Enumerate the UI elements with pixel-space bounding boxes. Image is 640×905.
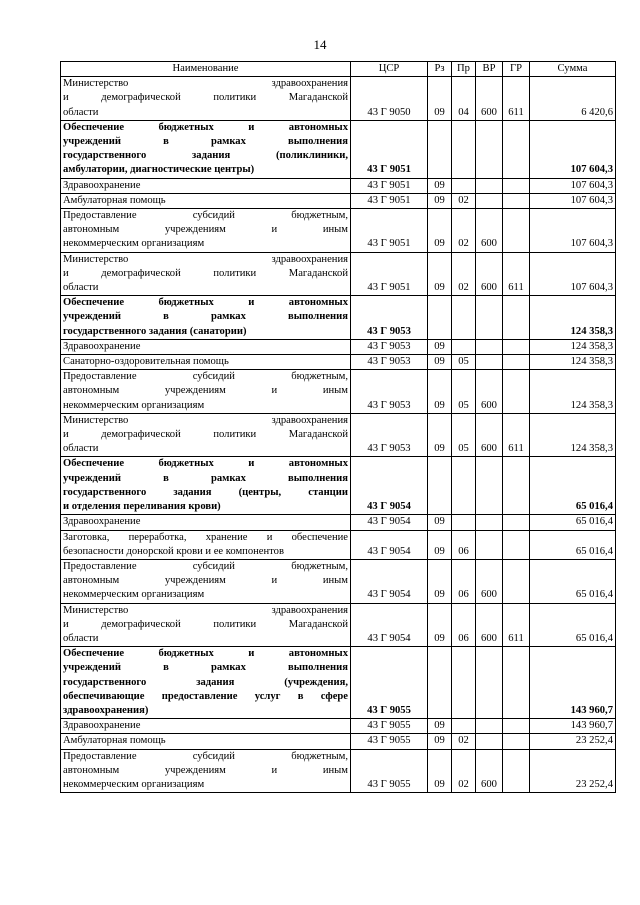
- row-rz-cell: 09: [428, 559, 452, 603]
- row-pr-cell: 02: [452, 193, 476, 208]
- column-header-vr: ВР: [476, 62, 503, 77]
- row-sum-cell: 65 016,4: [530, 515, 616, 530]
- row-rz-cell: 09: [428, 603, 452, 647]
- row-csr-cell: 43 Г 9055: [351, 647, 428, 719]
- row-name-line: некоммерческим организациям: [63, 589, 205, 601]
- row-name-cell: [61, 296, 351, 340]
- row-name-cell: [61, 193, 351, 208]
- row-csr-cell: 43 Г 9053: [351, 339, 428, 354]
- table-row: [61, 120, 616, 178]
- row-rz-cell: 09: [428, 355, 452, 370]
- row-sum-cell: 65 016,4: [530, 457, 616, 515]
- row-pr-cell: 02: [452, 734, 476, 749]
- row-name-line: Амбулаторная помощь: [63, 735, 166, 747]
- row-name-line: автономным учреждениям и иным: [63, 764, 348, 776]
- row-gr-cell: [503, 559, 530, 603]
- budget-table: [60, 61, 616, 793]
- row-pr-cell: 05: [452, 355, 476, 370]
- row-rz-cell: 09: [428, 193, 452, 208]
- row-pr-cell: [452, 296, 476, 340]
- row-name-cell: [61, 647, 351, 719]
- row-name-cell: [61, 370, 351, 414]
- row-name-line: области: [63, 106, 99, 118]
- row-rz-cell: [428, 647, 452, 719]
- row-pr-cell: [452, 647, 476, 719]
- table-row: [61, 296, 616, 340]
- row-sum-cell: 107 604,3: [530, 193, 616, 208]
- row-gr-cell: [503, 193, 530, 208]
- row-name-cell: [61, 603, 351, 647]
- table-row: [61, 734, 616, 749]
- row-csr-cell: 43 Г 9054: [351, 457, 428, 515]
- row-name-cell: [61, 77, 351, 121]
- row-name-line: некоммерческим организациям: [63, 238, 205, 250]
- row-name-line: Министерство здравоохранения: [63, 414, 348, 426]
- row-name-line: Предоставление субсидий бюджетным,: [63, 371, 348, 383]
- row-name-line: амбулатории, диагностические центры): [63, 164, 255, 176]
- row-sum-cell: 124 358,3: [530, 339, 616, 354]
- row-name-line: Обеспечение бюджетных и автономных: [63, 648, 348, 660]
- table-header-row: [61, 62, 616, 77]
- table-row: [61, 193, 616, 208]
- row-rz-cell: 09: [428, 178, 452, 193]
- row-name-line: Здравоохранение: [63, 340, 141, 352]
- row-name-line: Обеспечение бюджетных и автономных: [63, 458, 348, 470]
- row-csr-cell: 43 Г 9051: [351, 120, 428, 178]
- row-csr-cell: 43 Г 9053: [351, 370, 428, 414]
- row-sum-cell: 124 358,3: [530, 413, 616, 457]
- row-pr-cell: [452, 120, 476, 178]
- row-sum-cell: 65 016,4: [530, 559, 616, 603]
- row-csr-cell: 43 Г 9054: [351, 530, 428, 559]
- row-pr-cell: 05: [452, 413, 476, 457]
- row-csr-cell: 43 Г 9053: [351, 413, 428, 457]
- row-name-cell: [61, 734, 351, 749]
- row-gr-cell: [503, 178, 530, 193]
- row-rz-cell: [428, 296, 452, 340]
- row-vr-cell: 600: [476, 370, 503, 414]
- row-rz-cell: 09: [428, 734, 452, 749]
- row-vr-cell: [476, 647, 503, 719]
- row-sum-cell: 124 358,3: [530, 296, 616, 340]
- row-csr-cell: 43 Г 9054: [351, 603, 428, 647]
- row-sum-cell: 65 016,4: [530, 603, 616, 647]
- row-name-cell: [61, 120, 351, 178]
- row-name-line: и отделения переливания крови): [63, 501, 221, 513]
- row-rz-cell: 09: [428, 515, 452, 530]
- row-name-cell: [61, 178, 351, 193]
- row-pr-cell: 02: [452, 749, 476, 793]
- table-row: [61, 515, 616, 530]
- row-name-line: Министерство здравоохранения: [63, 604, 348, 616]
- row-gr-cell: 611: [503, 77, 530, 121]
- column-header-csr: ЦСР: [351, 62, 428, 77]
- row-name-cell: [61, 413, 351, 457]
- table-row: [61, 77, 616, 121]
- row-name-line: безопасности донорской крови и ее компонентов: [63, 545, 284, 557]
- row-name-line: и демографической политики Магаданской: [63, 267, 348, 279]
- row-csr-cell: 43 Г 9055: [351, 749, 428, 793]
- table-row: [61, 719, 616, 734]
- row-vr-cell: [476, 120, 503, 178]
- row-name-cell: [61, 339, 351, 354]
- row-name-line: здравоохранения): [63, 704, 149, 716]
- row-pr-cell: 05: [452, 370, 476, 414]
- row-pr-cell: 04: [452, 77, 476, 121]
- row-name-line: Здравоохранение: [63, 720, 141, 732]
- row-rz-cell: 09: [428, 719, 452, 734]
- row-gr-cell: 611: [503, 252, 530, 296]
- table-row: [61, 749, 616, 793]
- row-sum-cell: 23 252,4: [530, 734, 616, 749]
- row-sum-cell: 6 420,6: [530, 77, 616, 121]
- row-vr-cell: [476, 178, 503, 193]
- row-name-line: области: [63, 282, 99, 294]
- row-name-line: Предоставление субсидий бюджетным,: [63, 560, 348, 572]
- row-name-line: государственного задания (учреждения,: [63, 676, 348, 688]
- table-row: [61, 252, 616, 296]
- page-number: 14: [313, 37, 327, 52]
- table-row: [61, 647, 616, 719]
- row-name-line: Предоставление субсидий бюджетным,: [63, 750, 348, 762]
- row-vr-cell: 600: [476, 209, 503, 253]
- row-name-line: Заготовка, переработка, хранение и обеспечение: [63, 531, 348, 543]
- row-csr-cell: 43 Г 9050: [351, 77, 428, 121]
- row-name-cell: [61, 252, 351, 296]
- row-name-cell: [61, 530, 351, 559]
- row-name-line: Обеспечение бюджетных и автономных: [63, 121, 348, 133]
- column-header-sum: Сумма: [530, 62, 616, 77]
- row-csr-cell: 43 Г 9055: [351, 719, 428, 734]
- row-name-cell: [61, 515, 351, 530]
- row-name-line: учреждений в рамках выполнения: [63, 472, 348, 484]
- row-name-cell: [61, 209, 351, 253]
- row-gr-cell: [503, 734, 530, 749]
- row-name-cell: [61, 559, 351, 603]
- table-row: [61, 530, 616, 559]
- row-csr-cell: 43 Г 9051: [351, 252, 428, 296]
- row-rz-cell: 09: [428, 749, 452, 793]
- column-header-rz: Рз: [428, 62, 452, 77]
- row-rz-cell: 09: [428, 252, 452, 296]
- row-gr-cell: [503, 530, 530, 559]
- row-pr-cell: [452, 178, 476, 193]
- row-gr-cell: [503, 647, 530, 719]
- row-gr-cell: [503, 296, 530, 340]
- row-name-line: и демографической политики Магаданской: [63, 92, 348, 104]
- row-gr-cell: 611: [503, 603, 530, 647]
- row-gr-cell: [503, 355, 530, 370]
- table-row: [61, 370, 616, 414]
- row-vr-cell: 600: [476, 749, 503, 793]
- row-name-line: и демографической политики Магаданской: [63, 429, 348, 441]
- row-rz-cell: 09: [428, 530, 452, 559]
- row-rz-cell: 09: [428, 77, 452, 121]
- row-gr-cell: [503, 339, 530, 354]
- row-pr-cell: 02: [452, 209, 476, 253]
- row-name-line: обеспечивающие предоставление услуг в сфере: [63, 690, 348, 702]
- row-gr-cell: 611: [503, 413, 530, 457]
- row-rz-cell: 09: [428, 370, 452, 414]
- row-csr-cell: 43 Г 9053: [351, 296, 428, 340]
- row-pr-cell: [452, 719, 476, 734]
- table-row: [61, 178, 616, 193]
- row-sum-cell: 107 604,3: [530, 209, 616, 253]
- row-pr-cell: [452, 339, 476, 354]
- row-name-line: Предоставление субсидий бюджетным,: [63, 210, 348, 222]
- row-name-line: учреждений в рамках выполнения: [63, 136, 348, 148]
- row-sum-cell: 143 960,7: [530, 647, 616, 719]
- table-row: [61, 339, 616, 354]
- row-rz-cell: [428, 457, 452, 515]
- row-name-cell: [61, 749, 351, 793]
- row-vr-cell: [476, 457, 503, 515]
- row-name-line: учреждений в рамках выполнения: [63, 311, 348, 323]
- row-name-line: Здравоохранение: [63, 179, 141, 191]
- row-vr-cell: [476, 515, 503, 530]
- row-csr-cell: 43 Г 9054: [351, 515, 428, 530]
- row-rz-cell: [428, 120, 452, 178]
- row-vr-cell: 600: [476, 413, 503, 457]
- row-gr-cell: [503, 749, 530, 793]
- row-csr-cell: 43 Г 9055: [351, 734, 428, 749]
- row-name-cell: [61, 719, 351, 734]
- row-name-line: автономным учреждениям и иным: [63, 385, 348, 397]
- row-gr-cell: [503, 209, 530, 253]
- row-vr-cell: 600: [476, 77, 503, 121]
- row-gr-cell: [503, 120, 530, 178]
- row-csr-cell: 43 Г 9051: [351, 193, 428, 208]
- row-sum-cell: 65 016,4: [530, 530, 616, 559]
- row-gr-cell: [503, 457, 530, 515]
- table-body: [61, 77, 616, 793]
- table-row: [61, 603, 616, 647]
- row-rz-cell: 09: [428, 209, 452, 253]
- row-pr-cell: 06: [452, 559, 476, 603]
- row-name-line: области: [63, 632, 99, 644]
- row-sum-cell: 107 604,3: [530, 120, 616, 178]
- row-name-line: Здравоохранение: [63, 516, 141, 528]
- row-name-line: области: [63, 443, 99, 455]
- row-pr-cell: [452, 457, 476, 515]
- row-vr-cell: [476, 296, 503, 340]
- row-vr-cell: [476, 530, 503, 559]
- row-sum-cell: 143 960,7: [530, 719, 616, 734]
- row-name-line: Санаторно-оздоровительная помощь: [63, 356, 229, 368]
- row-pr-cell: 06: [452, 530, 476, 559]
- row-vr-cell: [476, 734, 503, 749]
- row-name-line: некоммерческим организациям: [63, 778, 205, 790]
- row-name-cell: [61, 355, 351, 370]
- table-row: [61, 457, 616, 515]
- column-header-pr: Пр: [452, 62, 476, 77]
- row-vr-cell: 600: [476, 252, 503, 296]
- column-header-name: Наименование: [61, 62, 351, 77]
- row-sum-cell: 107 604,3: [530, 178, 616, 193]
- row-sum-cell: 107 604,3: [530, 252, 616, 296]
- column-header-gr: ГР: [503, 62, 530, 77]
- row-vr-cell: [476, 719, 503, 734]
- row-csr-cell: 43 Г 9053: [351, 355, 428, 370]
- row-name-line: Министерство здравоохранения: [63, 78, 348, 90]
- row-name-line: государственного задания (центры, станции: [63, 486, 348, 498]
- row-gr-cell: [503, 515, 530, 530]
- row-vr-cell: [476, 339, 503, 354]
- row-name-line: Обеспечение бюджетных и автономных: [63, 297, 348, 309]
- row-vr-cell: [476, 355, 503, 370]
- row-name-line: государственного задания (поликлиники,: [63, 150, 348, 162]
- row-name-line: автономным учреждениям и иным: [63, 224, 348, 236]
- row-vr-cell: 600: [476, 603, 503, 647]
- row-pr-cell: 02: [452, 252, 476, 296]
- row-name-line: некоммерческим организациям: [63, 399, 205, 411]
- row-csr-cell: 43 Г 9051: [351, 178, 428, 193]
- row-sum-cell: 23 252,4: [530, 749, 616, 793]
- row-name-line: государственного задания (санатории): [63, 325, 247, 337]
- table-row: [61, 559, 616, 603]
- row-pr-cell: [452, 515, 476, 530]
- table-row: [61, 209, 616, 253]
- row-rz-cell: 09: [428, 413, 452, 457]
- row-sum-cell: 124 358,3: [530, 355, 616, 370]
- table-row: [61, 413, 616, 457]
- row-gr-cell: [503, 370, 530, 414]
- row-name-line: Министерство здравоохранения: [63, 253, 348, 265]
- row-name-line: и демографической политики Магаданской: [63, 618, 348, 630]
- row-name-line: автономным учреждениям и иным: [63, 575, 348, 587]
- row-name-line: Амбулаторная помощь: [63, 194, 166, 206]
- row-sum-cell: 124 358,3: [530, 370, 616, 414]
- row-name-cell: [61, 457, 351, 515]
- table-row: [61, 355, 616, 370]
- row-pr-cell: 06: [452, 603, 476, 647]
- row-csr-cell: 43 Г 9054: [351, 559, 428, 603]
- row-rz-cell: 09: [428, 339, 452, 354]
- row-gr-cell: [503, 719, 530, 734]
- row-csr-cell: 43 Г 9051: [351, 209, 428, 253]
- row-name-line: учреждений в рамках выполнения: [63, 662, 348, 674]
- row-vr-cell: [476, 193, 503, 208]
- row-vr-cell: 600: [476, 559, 503, 603]
